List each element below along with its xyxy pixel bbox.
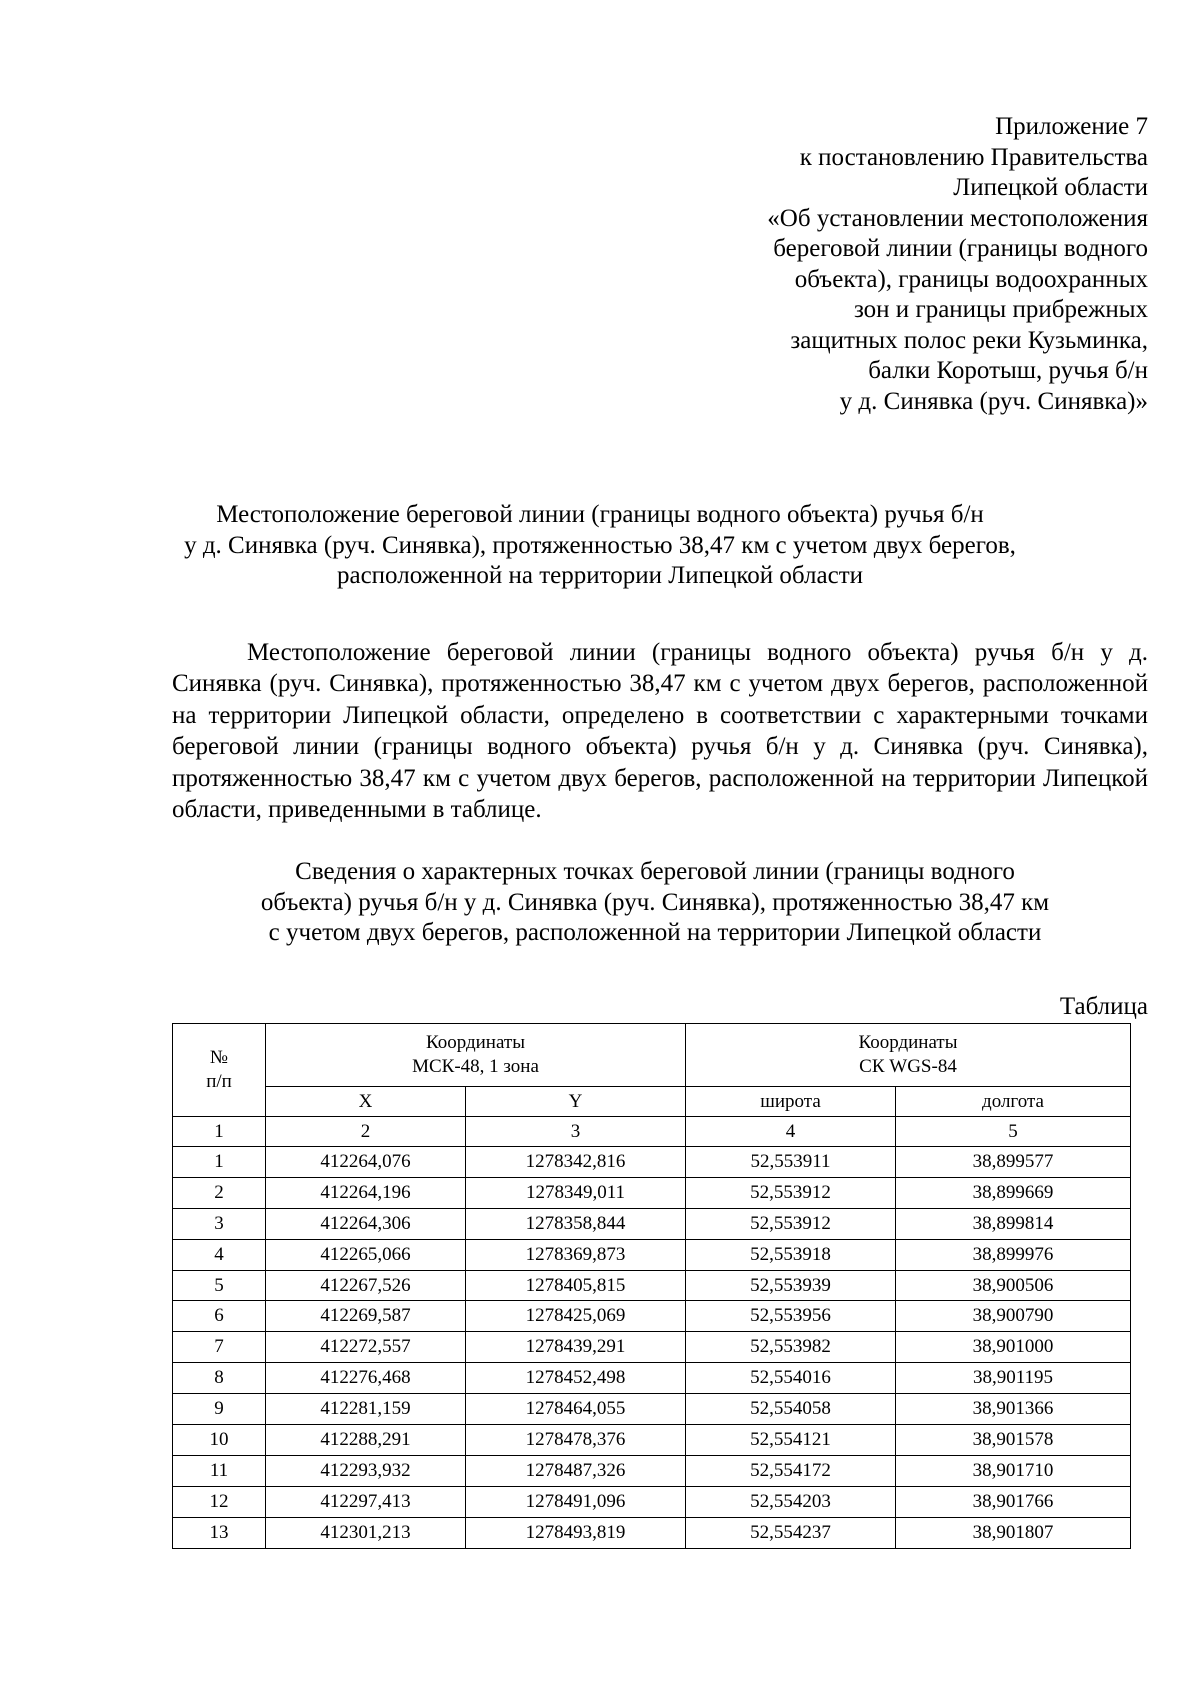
column-number: 3: [466, 1117, 686, 1147]
cell-y: 1278425,069: [466, 1301, 686, 1332]
cell-x: 412293,932: [266, 1455, 466, 1486]
cell-number: 5: [173, 1270, 266, 1301]
cell-latitude: 52,553911: [686, 1147, 896, 1178]
cell-number: 7: [173, 1332, 266, 1363]
cell-longitude: 38,901807: [896, 1517, 1131, 1548]
title-line: у д. Синявка (руч. Синявка), протяженностью 38,47 км с учетом двух берегов,: [184, 531, 1016, 559]
cell-longitude: 38,900790: [896, 1301, 1131, 1332]
appendix-line: балки Коротыш, ручья б/н: [868, 357, 1148, 384]
cell-number: 11: [173, 1455, 266, 1486]
cell-latitude: 52,554016: [686, 1363, 896, 1394]
table-heading-line: с учетом двух берегов, расположенной на территории Липецкой области: [268, 919, 1042, 946]
cell-longitude: 38,901710: [896, 1455, 1131, 1486]
coordinates-table: [172, 1023, 1131, 1549]
cell-x: 412264,196: [266, 1177, 466, 1208]
cell-latitude: 52,553912: [686, 1208, 896, 1239]
table-row: [173, 1239, 1131, 1270]
cell-latitude: 52,553912: [686, 1177, 896, 1208]
header-x: X: [266, 1087, 466, 1117]
table-body: [173, 1147, 1131, 1549]
cell-latitude: 52,554121: [686, 1425, 896, 1456]
cell-number: 2: [173, 1177, 266, 1208]
column-number: 2: [266, 1117, 466, 1147]
column-number: 5: [896, 1117, 1131, 1147]
table-row: [173, 1455, 1131, 1486]
title-line: расположенной на территории Липецкой области: [336, 562, 863, 589]
cell-x: 412288,291: [266, 1425, 466, 1456]
cell-x: 412264,076: [266, 1147, 466, 1178]
header-wgs-line2: СК WGS-84: [859, 1056, 957, 1077]
cell-x: 412281,159: [266, 1394, 466, 1425]
document-title: [100, 500, 1100, 592]
cell-latitude: 52,553982: [686, 1332, 896, 1363]
cell-y: 1278478,376: [466, 1425, 686, 1456]
cell-number: 10: [173, 1425, 266, 1456]
cell-y: 1278342,816: [466, 1147, 686, 1178]
table-label: Таблица: [1059, 993, 1148, 1020]
cell-y: 1278487,326: [466, 1455, 686, 1486]
cell-longitude: 38,899814: [896, 1208, 1131, 1239]
table-row: [173, 1517, 1131, 1548]
column-number: 1: [173, 1117, 266, 1147]
cell-latitude: 52,554237: [686, 1517, 896, 1548]
cell-longitude: 38,901766: [896, 1486, 1131, 1517]
appendix-line: береговой линии (границы водного: [773, 235, 1148, 262]
cell-x: 412301,213: [266, 1517, 466, 1548]
cell-y: 1278439,291: [466, 1332, 686, 1363]
header-y: Y: [466, 1087, 686, 1117]
cell-longitude: 38,901578: [896, 1425, 1131, 1456]
table-row: [173, 1208, 1131, 1239]
cell-latitude: 52,553918: [686, 1239, 896, 1270]
cell-number: 6: [173, 1301, 266, 1332]
appendix-line: объекта), границы водоохранных: [794, 265, 1148, 293]
cell-x: 412269,587: [266, 1301, 466, 1332]
body-paragraph: Местоположение береговой линии (границы водного объекта) ручья б/н у д. Синявка (руч. Синявка), протяженностью 38,47 км с учетом двух берегов, расположенной на территории Липецкой области, определено в соответствии с характерными точками береговой линии (границы водного объекта) ручья б/н у д. Синявка (руч. Синявка), протяженностью 38,47 км с учетом двух берегов, расположенной на территории Липецкой области, приведенными в таблице.: [172, 639, 1148, 824]
header-latitude: широта: [686, 1087, 896, 1117]
header-longitude: долгота: [896, 1087, 1131, 1117]
cell-longitude: 38,901366: [896, 1394, 1131, 1425]
header-number-line1: №: [209, 1047, 229, 1068]
table-row: [173, 1147, 1131, 1178]
cell-latitude: 52,554203: [686, 1486, 896, 1517]
appendix-line: Приложение 7: [995, 113, 1148, 140]
table-heading-line: Сведения о характерных точках береговой линии (границы водного: [295, 858, 1015, 885]
cell-longitude: 38,899976: [896, 1239, 1131, 1270]
cell-number: 1: [173, 1147, 266, 1178]
table-row: [173, 1363, 1131, 1394]
cell-number: 8: [173, 1363, 266, 1394]
cell-y: 1278369,873: [466, 1239, 686, 1270]
cell-y: 1278464,055: [466, 1394, 686, 1425]
cell-number: 3: [173, 1208, 266, 1239]
cell-x: 412264,306: [266, 1208, 466, 1239]
table-heading: [172, 857, 1138, 949]
table-heading-line: объекта) ручья б/н у д. Синявка (руч. Синявка), протяженностью 38,47 км: [260, 888, 1050, 916]
cell-longitude: 38,901195: [896, 1363, 1131, 1394]
cell-latitude: 52,553956: [686, 1301, 896, 1332]
table-row: [173, 1486, 1131, 1517]
appendix-line: зон и границы прибрежных: [853, 296, 1148, 323]
cell-longitude: 38,899669: [896, 1177, 1131, 1208]
cell-longitude: 38,899577: [896, 1147, 1131, 1178]
header-msk-line1: Координаты: [426, 1032, 525, 1053]
table-row: [173, 1270, 1131, 1301]
cell-longitude: 38,901000: [896, 1332, 1131, 1363]
cell-latitude: 52,554058: [686, 1394, 896, 1425]
header-wgs-line1: Координаты: [858, 1032, 958, 1053]
header-number: [173, 1024, 266, 1117]
appendix-reference: [767, 112, 1148, 417]
table-row: [173, 1177, 1131, 1208]
header-msk-line2: МСК-48, 1 зона: [412, 1056, 539, 1077]
header-number-line2: п/п: [206, 1071, 232, 1092]
cell-number: 13: [173, 1517, 266, 1548]
table-row: [173, 1425, 1131, 1456]
appendix-line: Липецкой области: [953, 174, 1148, 201]
appendix-line: у д. Синявка (руч. Синявка)»: [839, 387, 1148, 415]
cell-y: 1278358,844: [466, 1208, 686, 1239]
cell-number: 4: [173, 1239, 266, 1270]
header-msk: [266, 1024, 686, 1087]
table-row: [173, 1394, 1131, 1425]
cell-x: 412276,468: [266, 1363, 466, 1394]
cell-y: 1278493,819: [466, 1517, 686, 1548]
cell-y: 1278405,815: [466, 1270, 686, 1301]
appendix-line: «Об установлении местоположения: [767, 204, 1148, 232]
table-row: [173, 1332, 1131, 1363]
cell-y: 1278349,011: [466, 1177, 686, 1208]
cell-latitude: 52,553939: [686, 1270, 896, 1301]
cell-x: 412272,557: [266, 1332, 466, 1363]
cell-x: 412265,066: [266, 1239, 466, 1270]
header-wgs: [686, 1024, 1131, 1087]
cell-x: 412267,526: [266, 1270, 466, 1301]
cell-x: 412297,413: [266, 1486, 466, 1517]
table-row: [173, 1301, 1131, 1332]
cell-number: 12: [173, 1486, 266, 1517]
cell-latitude: 52,554172: [686, 1455, 896, 1486]
appendix-line: к постановлению Правительства: [799, 143, 1148, 171]
appendix-line: защитных полос реки Кузьминка,: [790, 326, 1148, 354]
cell-y: 1278491,096: [466, 1486, 686, 1517]
column-number: 4: [686, 1117, 896, 1147]
cell-y: 1278452,498: [466, 1363, 686, 1394]
cell-number: 9: [173, 1394, 266, 1425]
cell-longitude: 38,900506: [896, 1270, 1131, 1301]
title-line: Местоположение береговой линии (границы водного объекта) ручья б/н: [216, 501, 984, 528]
